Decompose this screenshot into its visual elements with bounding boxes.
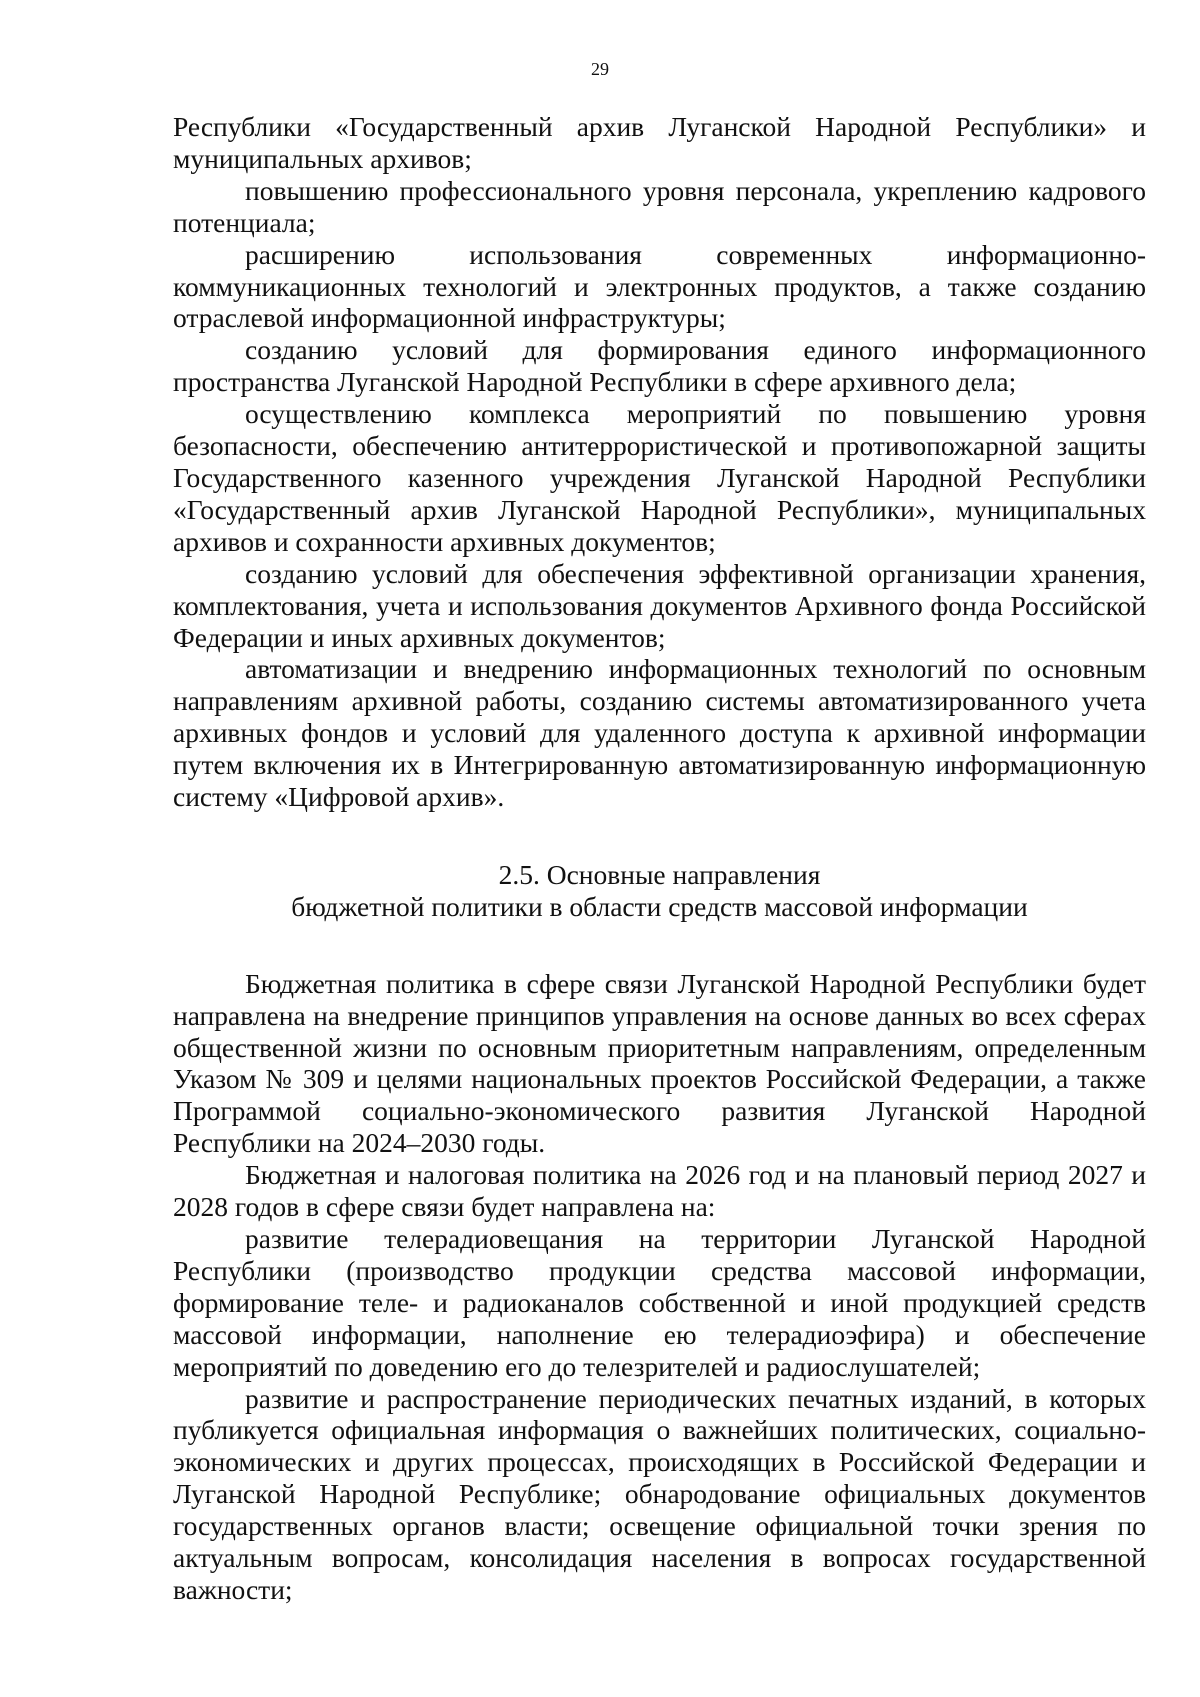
paragraph-security-measures: осуществлению комплекса мероприятий по повышению уровня безопасности, обеспечению антитеррористической и противопожарной защиты Государственного казенного учреждения Луганской Народной Республики «Государственный архив Луганской Народной Республики», муниципальных архивов и сохранности архивных документов; [173,398,1146,557]
document-body [173,111,1146,1606]
section-heading-line-1: 2.5. Основные направления [498,858,821,890]
paragraph-automation: автоматизации и внедрению информационных технологий по основным направлениям архивной работы, созданию системы автоматизированного учета архивных фондов и условий для удаленного доступа к архивной информации путем включения их в Интегрированную автоматизированную информационную систему «Цифровой архив». [173,653,1146,813]
paragraph-ict-expansion: расширению использования современных информационно-коммуникационных технологий и электронных продуктов, а также созданию отраслевой информационной инфраструктуры; [173,238,1146,334]
paragraph-unified-info-space: созданию условий для формирования единого информационного пространства Луганской Народной Республики в сфере архивного дела; [173,334,1146,398]
paragraph-tax-policy: Бюджетная и налоговая политика на 2026 год и на плановый период 2027 и 2028 годов в сфере связи будет направлена на: [173,1159,1146,1223]
section-heading-line-2: бюджетной политики в области средств массовой информации [291,890,1028,922]
paragraph-print-media: развитие и распространение периодических печатных изданий, в которых публикуется официальная информация о важнейших политических, социально-экономических и других процессах, происходящих в Российской Федерации и Луганской Народной Республике; обнародование официальных документов государственных органов власти; освещение официальной точки зрения по актуальным вопросам, консолидация населения в вопросах государственной важности; [173,1382,1146,1605]
paragraph-archives-continuation: Республики «Государственный архив Луганской Народной Республики» и муниципальных архивов; [173,111,1146,174]
paragraph-staff-training: повышению профессионального уровня персонала, укреплению кадрового потенциала; [173,174,1146,238]
paragraph-tv-radio: развитие телерадиовещания на территории Луганской Народной Республики (производство продукции средства массовой информации, формирование теле- и радиоканалов собственной и иной продукцией средств массовой информации, наполнение ею телерадиоэфира) и обеспечение мероприятий по доведению его до телезрителей и радиослушателей; [173,1223,1146,1382]
paragraph-budget-policy: Бюджетная политика в сфере связи Луганской Народной Республики будет направлена на внедрение принципов управления на основе данных во всех сферах общественной жизни по основным приоритетным направлениям, определенным Указом № 309 и целями национальных проектов Российской Федерации, а также Программой социально-экономического развития Луганской Народной Республики на 2024–2030 годы. [173,967,1146,1159]
paragraph-storage-conditions: созданию условий для обеспечения эффективной организации хранения, комплектования, учета и использования документов Архивного фонда Российской Федерации и иных архивных документов; [173,557,1146,653]
section-heading [173,859,1146,923]
page-number: 29 [591,59,609,79]
